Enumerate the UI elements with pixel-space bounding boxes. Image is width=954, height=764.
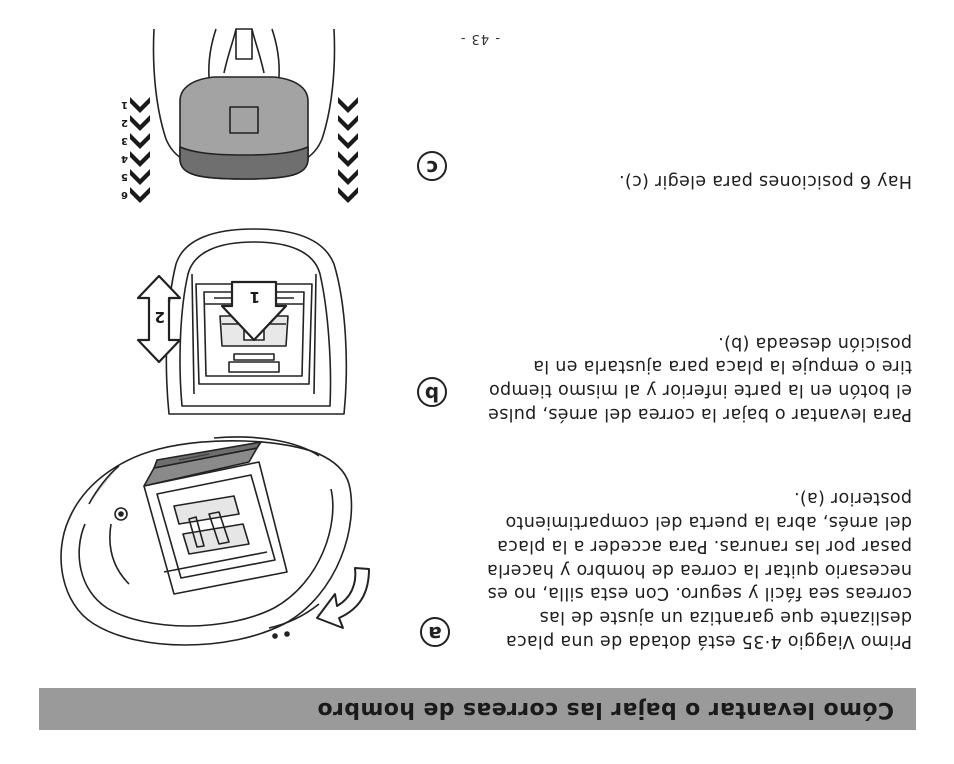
figure-b-slide-arrow (134, 274, 184, 364)
section-title: Cómo levantar o bajar las correas de hombro (317, 697, 894, 722)
figure-label-a: a (420, 617, 450, 647)
page-number: - 43 - (459, 31, 500, 46)
paragraph-b: Para levantar o bajar la correa del arnés, pulse el botón en la parte inferior y al mismo tiempo tire o empuje la placa para ajustarla en la posición deseada (b). (487, 332, 912, 424)
position-label: 4 (121, 153, 128, 164)
section-header (39, 688, 916, 730)
step-1-label: 1 (249, 288, 260, 306)
position-label: 6 (121, 189, 128, 200)
position-label: 5 (121, 171, 128, 182)
figure-c-height-positions (121, 29, 364, 219)
figure-a-rear-compartment (49, 424, 379, 664)
figure-label-b: b (417, 377, 447, 407)
position-numbers (121, 99, 128, 200)
paragraph-c: Hay 6 posiciones para elegir (c). (618, 171, 912, 191)
position-label: 2 (121, 117, 128, 128)
figure-label-c: c (417, 151, 447, 181)
right-position-chevrons (130, 97, 150, 203)
paragraph-a: Primo Viaggio 4·35 está dotada de una placa deslizante que garantiza un ajuste de las correas sea fácil y seguro. Con esta silla, no es necesario quitar la correa de hombro y hacerla pasar por las ranuras. Para acceder a la placa del arnés, abra la puerta del compartimiento posterior (a). (486, 488, 912, 651)
position-label: 3 (121, 135, 128, 146)
left-position-chevrons (338, 97, 358, 203)
step-2-label: 2 (154, 308, 165, 326)
position-label: 1 (121, 99, 128, 110)
